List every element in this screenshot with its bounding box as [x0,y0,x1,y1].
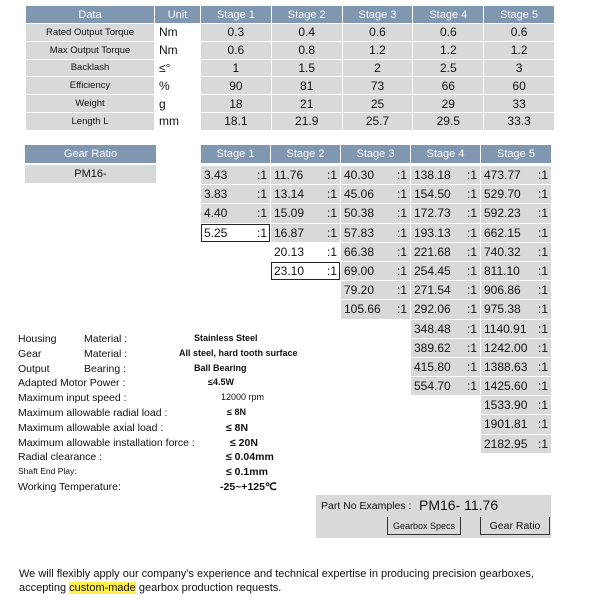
gear-ratio-cell [341,300,410,319]
gear-ratio-value: 906.86 [484,283,521,298]
gear-ratio-cell [411,224,480,243]
gear-ratio-cell [481,415,551,434]
spec-row [26,77,554,94]
gear-ratio-cell [271,185,340,204]
gear-ratio-value: 1242.00 [484,340,528,355]
gear-ratio-suffix: :1 [466,283,477,298]
gear-ratio-cell [481,320,551,339]
spec-table [25,5,555,131]
gear-ratio-cell [481,262,551,281]
spec-row-unit: mm [155,113,200,130]
gear-ratio-suffix: :1 [396,225,407,240]
part-no-specs-caption: Gearbox Specs [387,517,461,535]
spec-label: Maximum input speed : [18,392,127,405]
spec-row-value: 29 [413,95,483,112]
gear-ratio-suffix: :1 [537,359,548,374]
spec-value: ≤ 0.04mm [226,451,274,464]
gear-ratio-value: 554.70 [414,379,451,394]
gear-ratio-value: 292.06 [414,302,451,317]
gear-ratio-suffix: :1 [396,168,407,182]
gear-ratio-cell [481,243,551,262]
gear-ratio-value: 5.25 [204,225,228,240]
gear-ratio-cell [341,166,410,185]
gear-ratio-value: 221.68 [414,244,451,259]
gear-ratio-value: 154.50 [414,187,451,202]
gear-ratio-suffix: :1 [466,302,477,317]
gear-ratio-suffix: :1 [396,263,407,278]
spec-row-label: Max Output Torque [26,42,154,59]
gear-ratio-stage-2-column [271,166,340,281]
footer-line-2 [19,581,589,595]
gear-ratio-suffix: :1 [396,283,407,298]
gear-ratio-suffix: :1 [537,321,548,336]
spec-housing [18,333,318,348]
gear-ratio-cell [411,300,480,319]
gear-ratio-suffix: :1 [326,206,337,221]
gear-ratio-value: 23.10 [274,263,305,278]
gear-ratio-cell [201,204,270,223]
gear-ratio-suffix: :1 [466,379,477,394]
gear-ratio-cell [481,166,551,185]
spec-header-stage-1: Stage 1 [201,6,271,23]
custom-made-highlight: custom-made [69,582,136,594]
spec-row-value: 25.7 [343,113,413,130]
gear-ratio-suffix: :1 [537,206,548,221]
spec-row-value: 2.5 [413,60,483,77]
gear-ratio-suffix: :1 [537,263,548,278]
gear-ratio-suffix: :1 [537,244,548,259]
spec-header-stage-5: Stage 5 [484,6,554,23]
spec-row-label: Length L [26,113,154,130]
gear-ratio-value: 529.70 [484,187,521,202]
spec-label: Adapted Motor Power : [18,377,126,390]
gear-ratio-value: 473.77 [484,168,521,182]
spec-value: 12000 rpm [221,392,265,403]
gear-ratio-cell [271,243,340,262]
spec-table-header-row [26,6,554,23]
gear-ratio-value: 2182.95 [484,436,528,451]
spec-row-value: 21 [272,95,342,112]
spec-row-unit: g [155,95,200,112]
gear-ratio-suffix: :1 [396,244,407,259]
gear-ratio-suffix: :1 [537,379,548,394]
gear-ratio-suffix: :1 [466,321,477,336]
spec-row-value: 33.3 [484,113,554,130]
gear-ratio-cell [341,281,410,300]
gear-ratio-cell [411,320,480,339]
gear-ratio-suffix: :1 [326,168,337,182]
gear-ratio-value: 3.83 [204,187,228,202]
spec-row-value: 0.6 [343,24,413,41]
spec-value: ≤ 8N [227,406,246,417]
spec-row-unit: % [155,77,200,94]
gear-ratio-cell [481,339,551,358]
spec-label: Output [18,362,50,375]
gear-ratio-value: 4.40 [204,206,228,221]
gear-ratio-value: 11.76 [274,168,304,182]
gear-ratio-stage-4-column [411,166,480,396]
gear-ratio-value: 20.13 [274,244,305,259]
spec-radial-clearance [18,451,318,466]
gear-ratio-value: 662.15 [484,225,521,240]
gear-ratio-suffix: :1 [537,168,548,182]
footer-line-2-post: gearbox production requests. [135,582,282,594]
gear-ratio-cell [201,224,270,243]
spec-sub-label: Material : [84,333,128,345]
gear-ratio-cell [411,339,480,358]
spec-row [26,113,554,130]
gear-ratio-header: Gear Ratio [25,145,156,163]
spec-row-value: 1.2 [484,42,554,59]
spec-axial-load [18,422,318,437]
gear-ratio-suffix: :1 [256,187,267,202]
spec-row-label: Weight [26,95,154,112]
gear-ratio-suffix: :1 [537,302,548,317]
gear-ratio-value: 975.38 [484,302,521,317]
gear-ratio-value: 15.09 [274,206,305,221]
gear-ratio-cell [271,166,340,185]
gear-ratio-value: 592.23 [484,206,521,221]
gear-ratio-value: 389.62 [414,340,451,355]
gear-ratio-cell [201,166,270,185]
gear-ratio-stage-5-column [481,166,551,454]
spec-header-stage-4: Stage 4 [413,6,483,23]
gear-ratio-cell [481,204,551,223]
gear-ratio-stage-1-header: Stage 1 [201,145,270,163]
gear-ratio-stage-2-header: Stage 2 [271,145,340,163]
gear-ratio-cell [271,262,340,281]
spec-row-value: 81 [272,77,342,94]
spec-radial-load [18,407,318,422]
gear-ratio-suffix: :1 [537,340,548,355]
spec-value: Ball Bearing [194,362,247,373]
gear-ratio-suffix: :1 [326,187,337,202]
gear-ratio-value: 40.30 [344,168,375,182]
spec-install-force [18,437,318,452]
gear-ratio-value: 57.83 [344,225,375,240]
gearbox-spec-list [18,333,318,496]
gear-ratio-model: PM16- [25,165,156,183]
spec-row-value: 33 [484,95,554,112]
spec-row-value: 29.5 [413,113,483,130]
spec-output [18,363,318,378]
spec-row-value: 1.2 [343,42,413,59]
spec-sub-label: Bearing : [84,362,127,375]
gear-ratio-suffix: :1 [466,206,477,221]
spec-row-value: 0.8 [272,42,342,59]
spec-row [26,42,554,59]
spec-value: ≤4.5W [208,377,234,388]
footer-line-1: We will flexibly apply our company's experience and technical expertise in producing precision gearboxes, [19,568,534,580]
spec-header-unit: Unit [155,6,200,23]
spec-row-value: 73 [343,77,413,94]
gear-ratio-suffix: :1 [326,263,337,278]
gear-ratio-value: 69.00 [344,263,375,278]
spec-row-value: 0.6 [413,24,483,41]
gear-ratio-cell [411,358,480,377]
spec-label: Maximum allowable radial load : [18,406,168,419]
gear-ratio-cell [341,204,410,223]
gear-ratio-cell [271,204,340,223]
gear-ratio-value: 66.38 [344,244,375,259]
spec-value: -25~+125℃ [220,480,277,493]
gear-ratio-stage-4-header: Stage 4 [411,145,480,163]
spec-row-unit: ≤° [155,60,200,77]
spec-row-value: 66 [413,77,483,94]
gear-ratio-cell [481,377,551,396]
gear-ratio-cell [341,185,410,204]
gear-ratio-stage-3-header: Stage 3 [341,145,410,163]
gear-ratio-stage-3-column [341,166,410,320]
spec-label: Maximum allowable axial load : [18,421,164,434]
gear-ratio-cell [411,262,480,281]
spec-row-unit: Nm [155,24,200,41]
spec-value: Stainless Steel [194,333,258,343]
spec-sub-label: Material : [84,347,128,360]
spec-header-stage-3: Stage 3 [343,6,413,23]
spec-row-value: 21.9 [272,113,342,130]
spec-row-value: 18 [201,95,271,112]
gear-ratio-cell [481,435,551,454]
gear-ratio-value: 415.80 [414,359,451,374]
spec-row-label: Efficiency [26,77,154,94]
gear-ratio-cell [411,204,480,223]
part-no-value: PM16- 11.76 [419,497,499,513]
gear-ratio-cell [481,358,551,377]
gear-ratio-value: 138.18 [414,168,451,182]
gear-ratio-suffix: :1 [537,417,548,432]
footer-line-2-pre: accepting [19,582,70,594]
spec-label: Radial clearance : [18,451,103,464]
gear-ratio-suffix: :1 [466,263,477,278]
footer-note [19,567,589,595]
gear-ratio-cell [411,377,480,396]
spec-row [26,24,554,41]
gear-ratio-value: 16.87 [274,225,305,240]
spec-row-value: 25 [343,95,413,112]
gear-ratio-cell [481,185,551,204]
spec-row [26,60,554,77]
spec-label: Gear [18,347,42,360]
gear-ratio-value: 271.54 [414,283,451,298]
spec-header-stage-2: Stage 2 [272,6,342,23]
gear-ratio-value: 1388.63 [484,359,528,374]
spec-gear [18,348,318,363]
gear-ratio-suffix: :1 [537,187,548,202]
gear-ratio-value: 1425.60 [484,379,528,394]
gear-ratio-suffix: :1 [537,283,548,298]
gear-ratio-stage-5-header: Stage 5 [481,145,551,163]
gear-ratio-value: 1140.91 [484,321,527,336]
gear-ratio-value: 193.13 [414,225,451,240]
spec-row [26,95,554,112]
gear-ratio-cell [411,185,480,204]
spec-row-value: 18.1 [201,113,271,130]
spec-label: Maximum allowable installation force : [18,436,195,449]
spec-label: Shaft End Play: [18,466,77,477]
spec-row-value: 0.6 [201,42,271,59]
spec-value: All steel, hard tooth surface [179,347,298,358]
gear-ratio-suffix: :1 [256,206,267,221]
gear-ratio-cell [341,262,410,281]
spec-row-value: 0.4 [272,24,342,41]
gear-ratio-value: 1533.90 [484,398,528,413]
spec-row-value: 90 [201,77,271,94]
gear-ratio-suffix: :1 [466,359,477,374]
gear-ratio-value: 105.66 [344,302,381,317]
spec-shaft-end-play [18,466,318,481]
gear-ratio-suffix: :1 [256,168,267,182]
gear-ratio-stage-1-column [201,166,270,243]
gear-ratio-suffix: :1 [256,225,267,240]
spec-row-value: 0.3 [201,24,271,41]
gear-ratio-cell [481,396,551,415]
spec-row-value: 1.2 [413,42,483,59]
gear-ratio-suffix: :1 [326,225,337,240]
spec-value: ≤ 8N [226,421,249,434]
gear-ratio-value: 740.32 [484,244,521,259]
gear-ratio-suffix: :1 [466,244,477,259]
spec-motor-power [18,377,318,392]
spec-input-speed [18,392,318,407]
part-no-label: Part No Examples : [321,500,412,512]
gear-ratio-cell [201,185,270,204]
gear-ratio-suffix: :1 [537,436,548,451]
gear-ratio-suffix: :1 [396,302,407,317]
gear-ratio-cell [481,224,551,243]
spec-label: Housing [18,333,57,345]
spec-value: ≤ 0.1mm [226,466,268,479]
gear-ratio-cell [411,243,480,262]
gear-ratio-value: 348.48 [414,321,451,336]
gear-ratio-value: 13.14 [274,187,305,202]
gear-ratio-value: 50.38 [344,206,375,221]
gear-ratio-suffix: :1 [326,244,337,259]
spec-row-value: 1 [201,60,271,77]
gear-ratio-value: 811.10 [484,263,520,278]
gear-ratio-cell [411,281,480,300]
spec-row-value: 2 [343,60,413,77]
spec-row-label: Rated Output Torque [26,24,154,41]
spec-row-label: Backlash [26,60,154,77]
gear-ratio-suffix: :1 [466,340,477,355]
gear-ratio-suffix: :1 [466,187,477,202]
spec-row-value: 0.6 [484,24,554,41]
gear-ratio-suffix: :1 [537,398,548,413]
gear-ratio-value: 254.45 [414,263,451,278]
gear-ratio-suffix: :1 [466,168,477,182]
spec-row-value: 3 [484,60,554,77]
gear-ratio-value: 3.43 [204,168,228,182]
gear-ratio-value: 45.06 [344,187,375,202]
gear-ratio-suffix: :1 [396,187,407,202]
spec-value: ≤ 20N [230,436,258,449]
gear-ratio-cell [411,166,480,185]
gear-ratio-cell [481,300,551,319]
gear-ratio-cell [341,243,410,262]
spec-row-value: 1.5 [272,60,342,77]
spec-label: Working Temperature: [18,480,121,493]
gear-ratio-suffix: :1 [396,206,407,221]
gear-ratio-cell [271,224,340,243]
spec-header-data: Data [26,6,154,23]
spec-row-value: 60 [484,77,554,94]
gear-ratio-value: 1901.81 [484,417,528,432]
gear-ratio-value: 79.20 [344,283,375,298]
gear-ratio-suffix: :1 [466,225,477,240]
gear-ratio-value: 172.73 [414,206,451,221]
part-no-ratio-caption: Gear Ratio [480,517,550,535]
spec-working-temp [18,481,318,496]
gear-ratio-cell [481,281,551,300]
gear-ratio-cell [341,224,410,243]
gear-ratio-suffix: :1 [537,225,548,240]
spec-row-unit: Nm [155,42,200,59]
